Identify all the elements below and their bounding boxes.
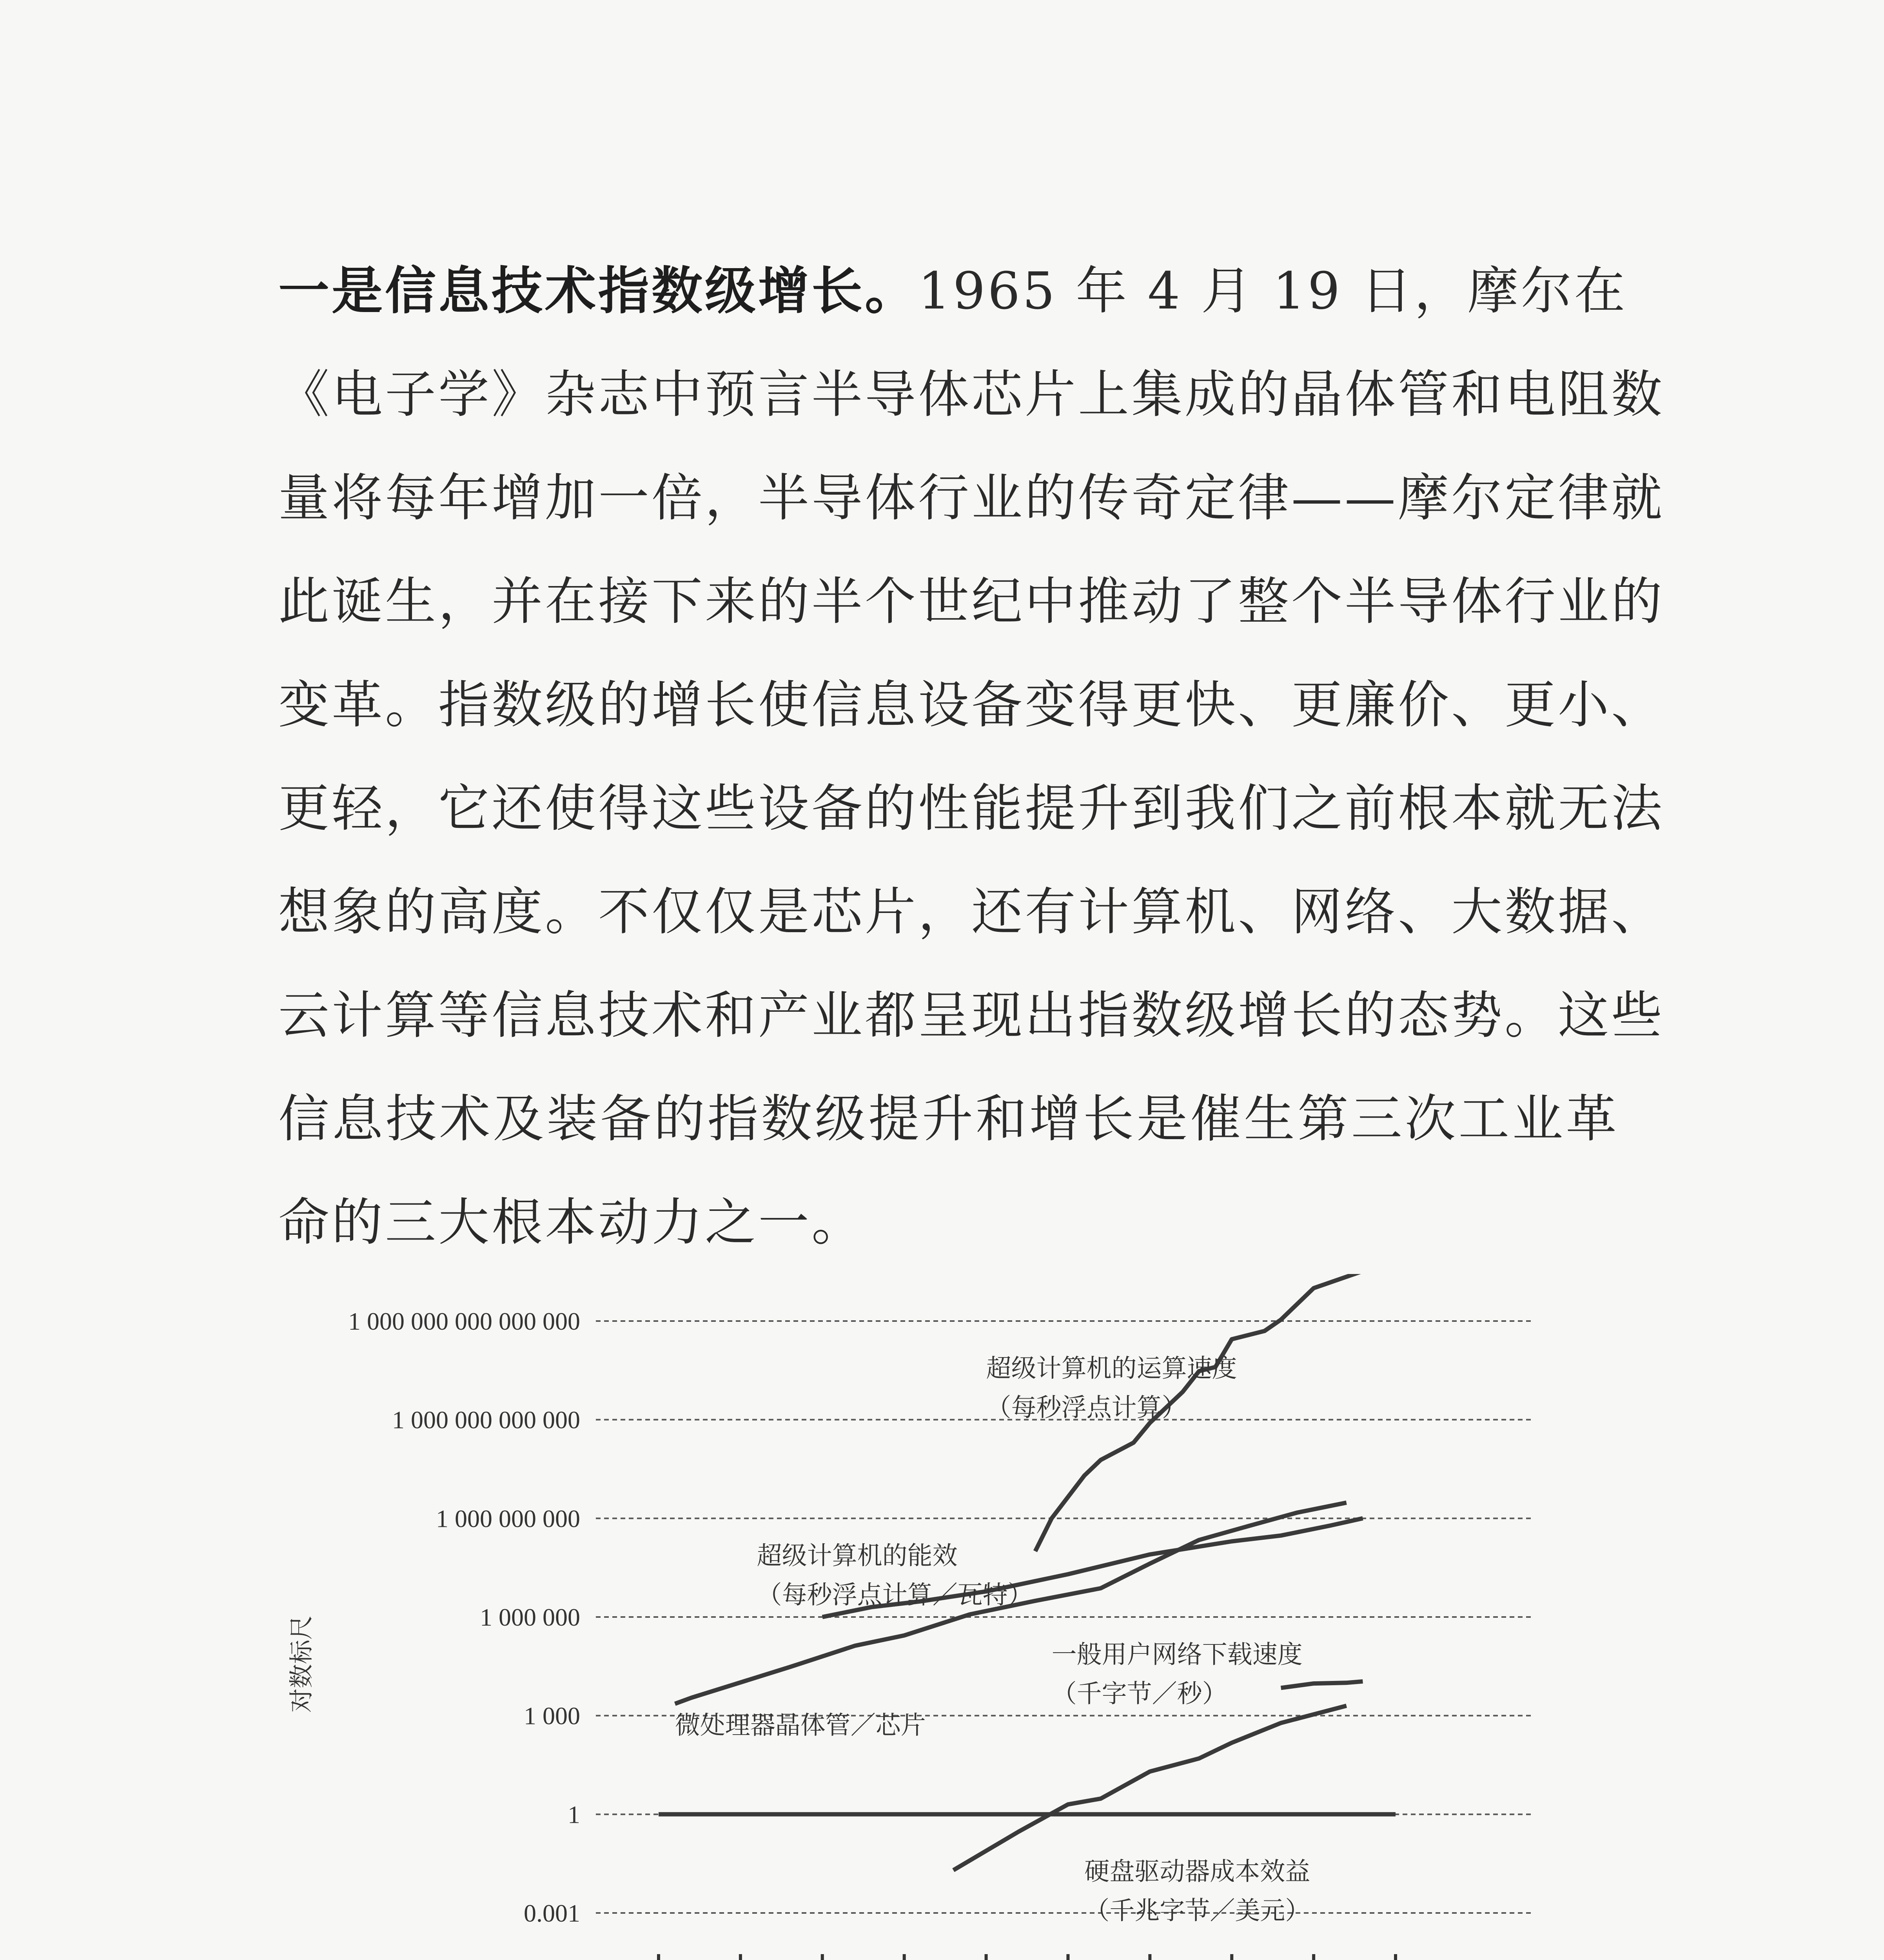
y-tick-label: 0.001 (524, 1899, 580, 1927)
y-tick-label: 1 (568, 1800, 580, 1829)
series-label: 硬盘驱动器成本效益 (1084, 1858, 1310, 1886)
series-label: 一般用户网络下载速度 (1051, 1641, 1303, 1669)
series-unit-label: （千兆字节／美元） (1084, 1897, 1310, 1925)
series-line (1281, 1681, 1363, 1688)
chart-svg (274, 1274, 1627, 1960)
series-unit-label: （每秒浮点计算） (986, 1394, 1187, 1422)
series-line (953, 1706, 1347, 1870)
y-tick-label: 1 000 000 000 000 (392, 1406, 580, 1434)
y-tick-label: 1 000 000 000 (436, 1504, 580, 1533)
chart-grid (289, 1307, 1533, 1927)
paragraph-1-line: 云计算等信息技术和产业都呈现出指数级增长的态势。这些 (278, 985, 1665, 1045)
paragraph-1-line: 想象的高度。不仅仅是芯片，还有计算机、网络、大数据、 (278, 882, 1665, 942)
series-unit-label: （每秒浮点计算／瓦特） (757, 1581, 1033, 1609)
paragraph-1-line: 此诞生，并在接下来的半个世纪中推动了整个半导体行业的 (278, 572, 1665, 631)
paragraph-1-line: 更轻，它还使得这些设备的性能提升到我们之前根本就无法 (278, 779, 1665, 838)
chart-labels (675, 1355, 1310, 1925)
paragraph-1-line: 命的三大根本动力之一。 (278, 1192, 865, 1252)
series-label: 超级计算机的运算速度 (986, 1354, 1237, 1383)
paragraph-1-line: 量将每年增加一倍，半导体行业的传奇定律——摩尔定律就 (278, 468, 1665, 528)
y-axis-label: 对数标尺 (289, 1615, 315, 1713)
chart-x-axis (634, 1954, 1504, 1960)
y-tick-label: 1 000 (524, 1702, 580, 1730)
log-scale-chart (274, 1274, 1627, 1960)
series-label: 超级计算机的能效 (757, 1542, 958, 1570)
series-label: 微处理器晶体管／芯片 (675, 1711, 926, 1740)
paragraph-1 (278, 239, 1665, 1274)
paragraph-1-line: 《电子学》杂志中预言半导体芯片上集成的晶体管和电阻数 (278, 365, 1665, 424)
series-unit-label: （千字节／秒） (1051, 1680, 1227, 1708)
paragraph-1-line: 信息技术及装备的指数级提升和增长是催生第三次工业革 (278, 1089, 1619, 1149)
paragraph-1-line: 变革。指数级的增长使信息设备变得更快、更廉价、更小、 (278, 675, 1665, 735)
y-tick-label: 1 000 000 (480, 1603, 580, 1631)
paragraph-1-lead: 一是信息技术指数级增长。 (278, 261, 918, 321)
y-tick-label: 1 000 000 000 000 000 (348, 1307, 580, 1335)
paragraph-1-text: 1965 年 4 月 19 日，摩尔在 (918, 261, 1628, 321)
paragraph-1-line-1 (278, 239, 1628, 343)
